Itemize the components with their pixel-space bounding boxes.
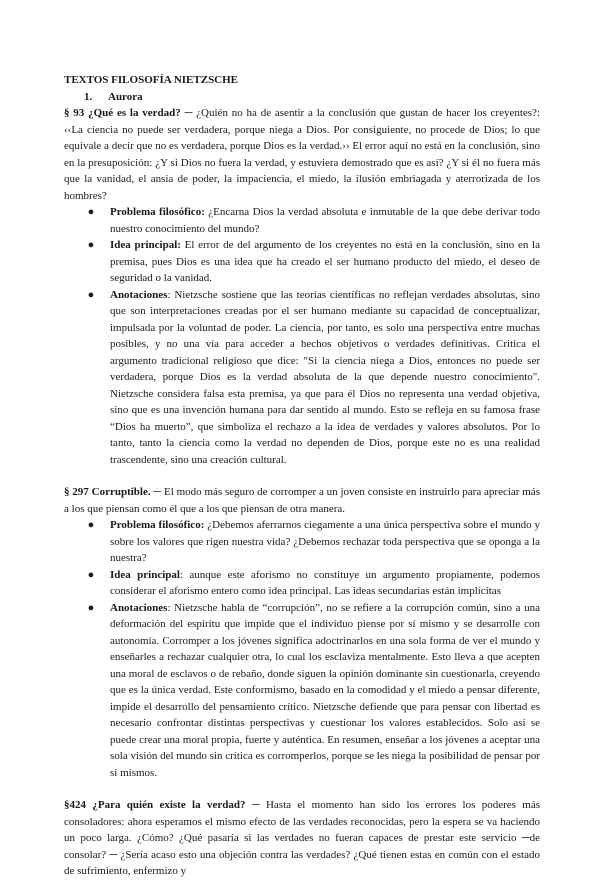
aphorism-body: ─ El modo más seguro de corromper a un joven consiste en instruirlo para apreciar más a los que piensan como él que a los que piensan de otra manera. (64, 486, 540, 515)
bullet-icon: ● (87, 206, 95, 218)
bullet-icon: ● (87, 568, 95, 581)
subtitle-label: Aurora (108, 90, 143, 103)
aphorism-text (64, 484, 540, 517)
aphorism-text (64, 105, 540, 204)
list-item (87, 204, 540, 237)
aphorism-body: ─ Hasta el momento han sido los errores los poderes más consoladores: ahora esperamos el mismo efecto de las verdades reconocidas, pero la espera se va haciendo un poco larga. ¿Cómo? ¿Qué pasaría si las verdades no fueran capaces de prestar este servicio ─de consolar? ─ ¿Sería acaso esto una objeción contra las verdades? ¿Qué tienen estas en común con el estado de sufrimiento, enfermizo y (64, 799, 540, 877)
item-text: ¿Encarna Dios la verdad absoluta e inmutable de la que debe derivar todo nuestro conocimiento del mundo? (110, 206, 540, 235)
list-item (87, 517, 540, 567)
item-label: Anotaciones (110, 601, 168, 614)
aphorism-297 (64, 484, 540, 781)
item-label: Problema filosófico: (110, 519, 205, 531)
aphorism-heading: §424 ¿Para quién existe la verdad? (64, 799, 246, 811)
subtitle-number: 1. (84, 90, 93, 103)
section-subtitle (84, 89, 540, 106)
item-label: Problema filosófico: (110, 206, 205, 218)
item-label: Anotaciones (110, 288, 168, 301)
item-label: Idea principal (110, 568, 180, 581)
item-text: : Nietzsche sostiene que las teorías científicas no reflejan verdades absolutas, sino que son interpretaciones creadas por el ser humano mediante su capacidad de conceptualizar, impulsada por la voluntad de poder. La ciencia, por tanto, es solo una perspectiva entre muchas posibles, y no una vía para acceder a hechos objetivos o verdades definitivas. Critica el argumento tradicional religioso que dice: "Si la ciencia niega a Dios, entonces no puede ser verdadera, porque Dios es la verdad absoluta de la que depende nuestro conocimiento". Nietzsche considera falsa esta premisa, ya que para él Dios no representa una verdad objetiva, sino que es una invención humana para dar sentido al mundo. Esto se refleja en su famosa frase “Dios ha muerto”, que simboliza el rechazo a la idea de verdades y valores absolutos. Por lo tanto, tanto la ciencia como la verdad no dependen de Dios, porque este no es una realidad trascendente, sino una creación cultural. (110, 288, 540, 466)
document-title: TEXTOS FILOSOFÍA NIETZSCHE (64, 74, 239, 86)
aphorism-heading: § 297 Corruptible. (64, 486, 151, 498)
item-text: : Nietzsche habla de “corrupción”, no se refiere a la corrupción común, sino a una deformación del espíritu que impide que el individuo piense por sí mismo y se desarrolle con autonomía. Corromper a los jóvenes significa adoctrinarlos en una sola forma de ver el mundo y enseñarles a rechazar cualquier otra, lo cual los esclaviza mentalmente. Esto lleva a que acepten una moral de esclavos o de rebaño, donde siguen la opinión dominante sin cuestionarla, creyendo que es la única verdad. Este conformismo, basado en la comodidad y el miedo a pensar diferente, impide el desarrollo del pensamiento crítico. Nietzsche defiende que para pensar con libertad es necesario confrontar distintas perspectivas y cuestionar los valores establecidos. Solo así se puede crear una moral propia, fuerte y auténtica. En resumen, enseñar a los jóvenes a aceptar una sola visión del mundo sin crítica es corromperlos, porque se les niega la posibilidad de pensar por sí mismos. (110, 601, 540, 779)
aphorism-93 (64, 105, 540, 468)
aphorism-heading: § 93 ¿Qué es la verdad? (64, 107, 181, 119)
bullet-icon: ● (87, 288, 95, 301)
list-item (87, 567, 540, 600)
analysis-list (64, 204, 540, 468)
bullet-icon: ● (87, 601, 95, 614)
aphorism-424 (64, 797, 540, 880)
item-text: El error de del argumento de los creyentes no está en la conclusión, sino en la premisa, pues Dios es una idea que ha creado el ser humano producto del miedo, el deseo de seguridad o la vanidad. (110, 239, 540, 284)
list-item (87, 600, 540, 782)
aphorism-body: ─ ¿Quién no ha de asentir a la conclusión que gustan de hacer los creyentes?: ‹‹La ciencia no puede ser verdadera, porque niega a Dios. Por consiguiente, no procede de Dios; lo que equivale a decir que no es verdadera, porque Dios es la verdad.›› El error aquí no está en la conclusión, sino en la presuposición: ¿Y si Dios no fuera la verdad, y estuviera demostrado que es así? ¿Y si él no fuera más que la vanidad, el ansia de poder, la impaciencia, el miedo, la ilusión embriagada y aterrorizada de los hombres? (64, 107, 540, 202)
bullet-icon: ● (87, 519, 95, 531)
item-text: ¿Debemos aferrarnos ciegamente a una única perspectiva sobre el mundo y sobre los valores que rigen nuestra vida? ¿Debemos rechazar toda perspectiva que se oponga a la nuestra? (110, 519, 540, 564)
item-text: : aunque este aforismo no constituye un argumento propiamente, podemos considerar el aforismo entero como idea principal. Las ideas secundarias están implícitas (110, 568, 540, 597)
item-label: Idea principal: (110, 239, 181, 251)
analysis-list (64, 517, 540, 781)
aphorism-text (64, 797, 540, 880)
bullet-icon: ● (87, 239, 95, 251)
list-item (87, 287, 540, 469)
list-item (87, 237, 540, 287)
